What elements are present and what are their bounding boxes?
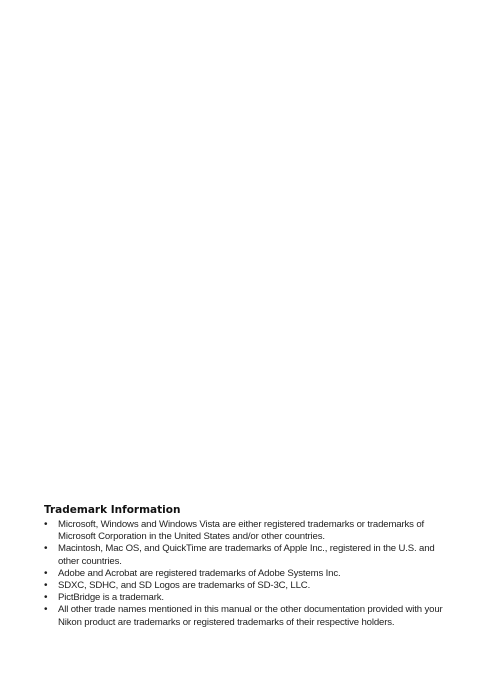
trademark-item-pictbridge: [44, 592, 456, 604]
trademark-heading: Trademark Information: [44, 504, 181, 516]
trademark-item-text: Microsoft, Windows and Windows Vista are either registered trademarks or trademarks of Microsoft Corporation in the United States and/or other countries.: [58, 519, 425, 543]
bullet-icon: •: [44, 580, 48, 592]
bullet-icon: •: [44, 592, 48, 604]
trademark-item-text: SDXC, SDHC, and SD Logos are trademarks of SD-3C, LLC.: [58, 580, 311, 592]
bullet-icon: •: [44, 519, 48, 530]
bullet-icon: •: [44, 567, 48, 579]
trademark-item-microsoft: [44, 519, 456, 543]
trademark-section: [44, 503, 456, 629]
trademark-item-text: Macintosh, Mac OS, and QuickTime are trademarks of Apple Inc., registered in the U.S. and other countries.: [58, 543, 435, 567]
trademark-item-other: [44, 604, 456, 628]
trademark-item-text: Adobe and Acrobat are registered trademarks of Adobe Systems Inc.: [58, 567, 341, 579]
bullet-icon: •: [44, 543, 48, 555]
trademark-item-adobe: [44, 568, 456, 580]
trademark-list: [44, 519, 456, 629]
trademark-item-sd: [44, 580, 456, 592]
trademark-item-text: PictBridge is a trademark.: [58, 592, 164, 604]
trademark-item-apple: [44, 543, 456, 567]
bullet-icon: •: [44, 604, 48, 616]
trademark-item-text: All other trade names mentioned in this manual or the other documentation provided with your Nikon product are trademarks or registered trademarks of their respective holders.: [58, 604, 443, 628]
